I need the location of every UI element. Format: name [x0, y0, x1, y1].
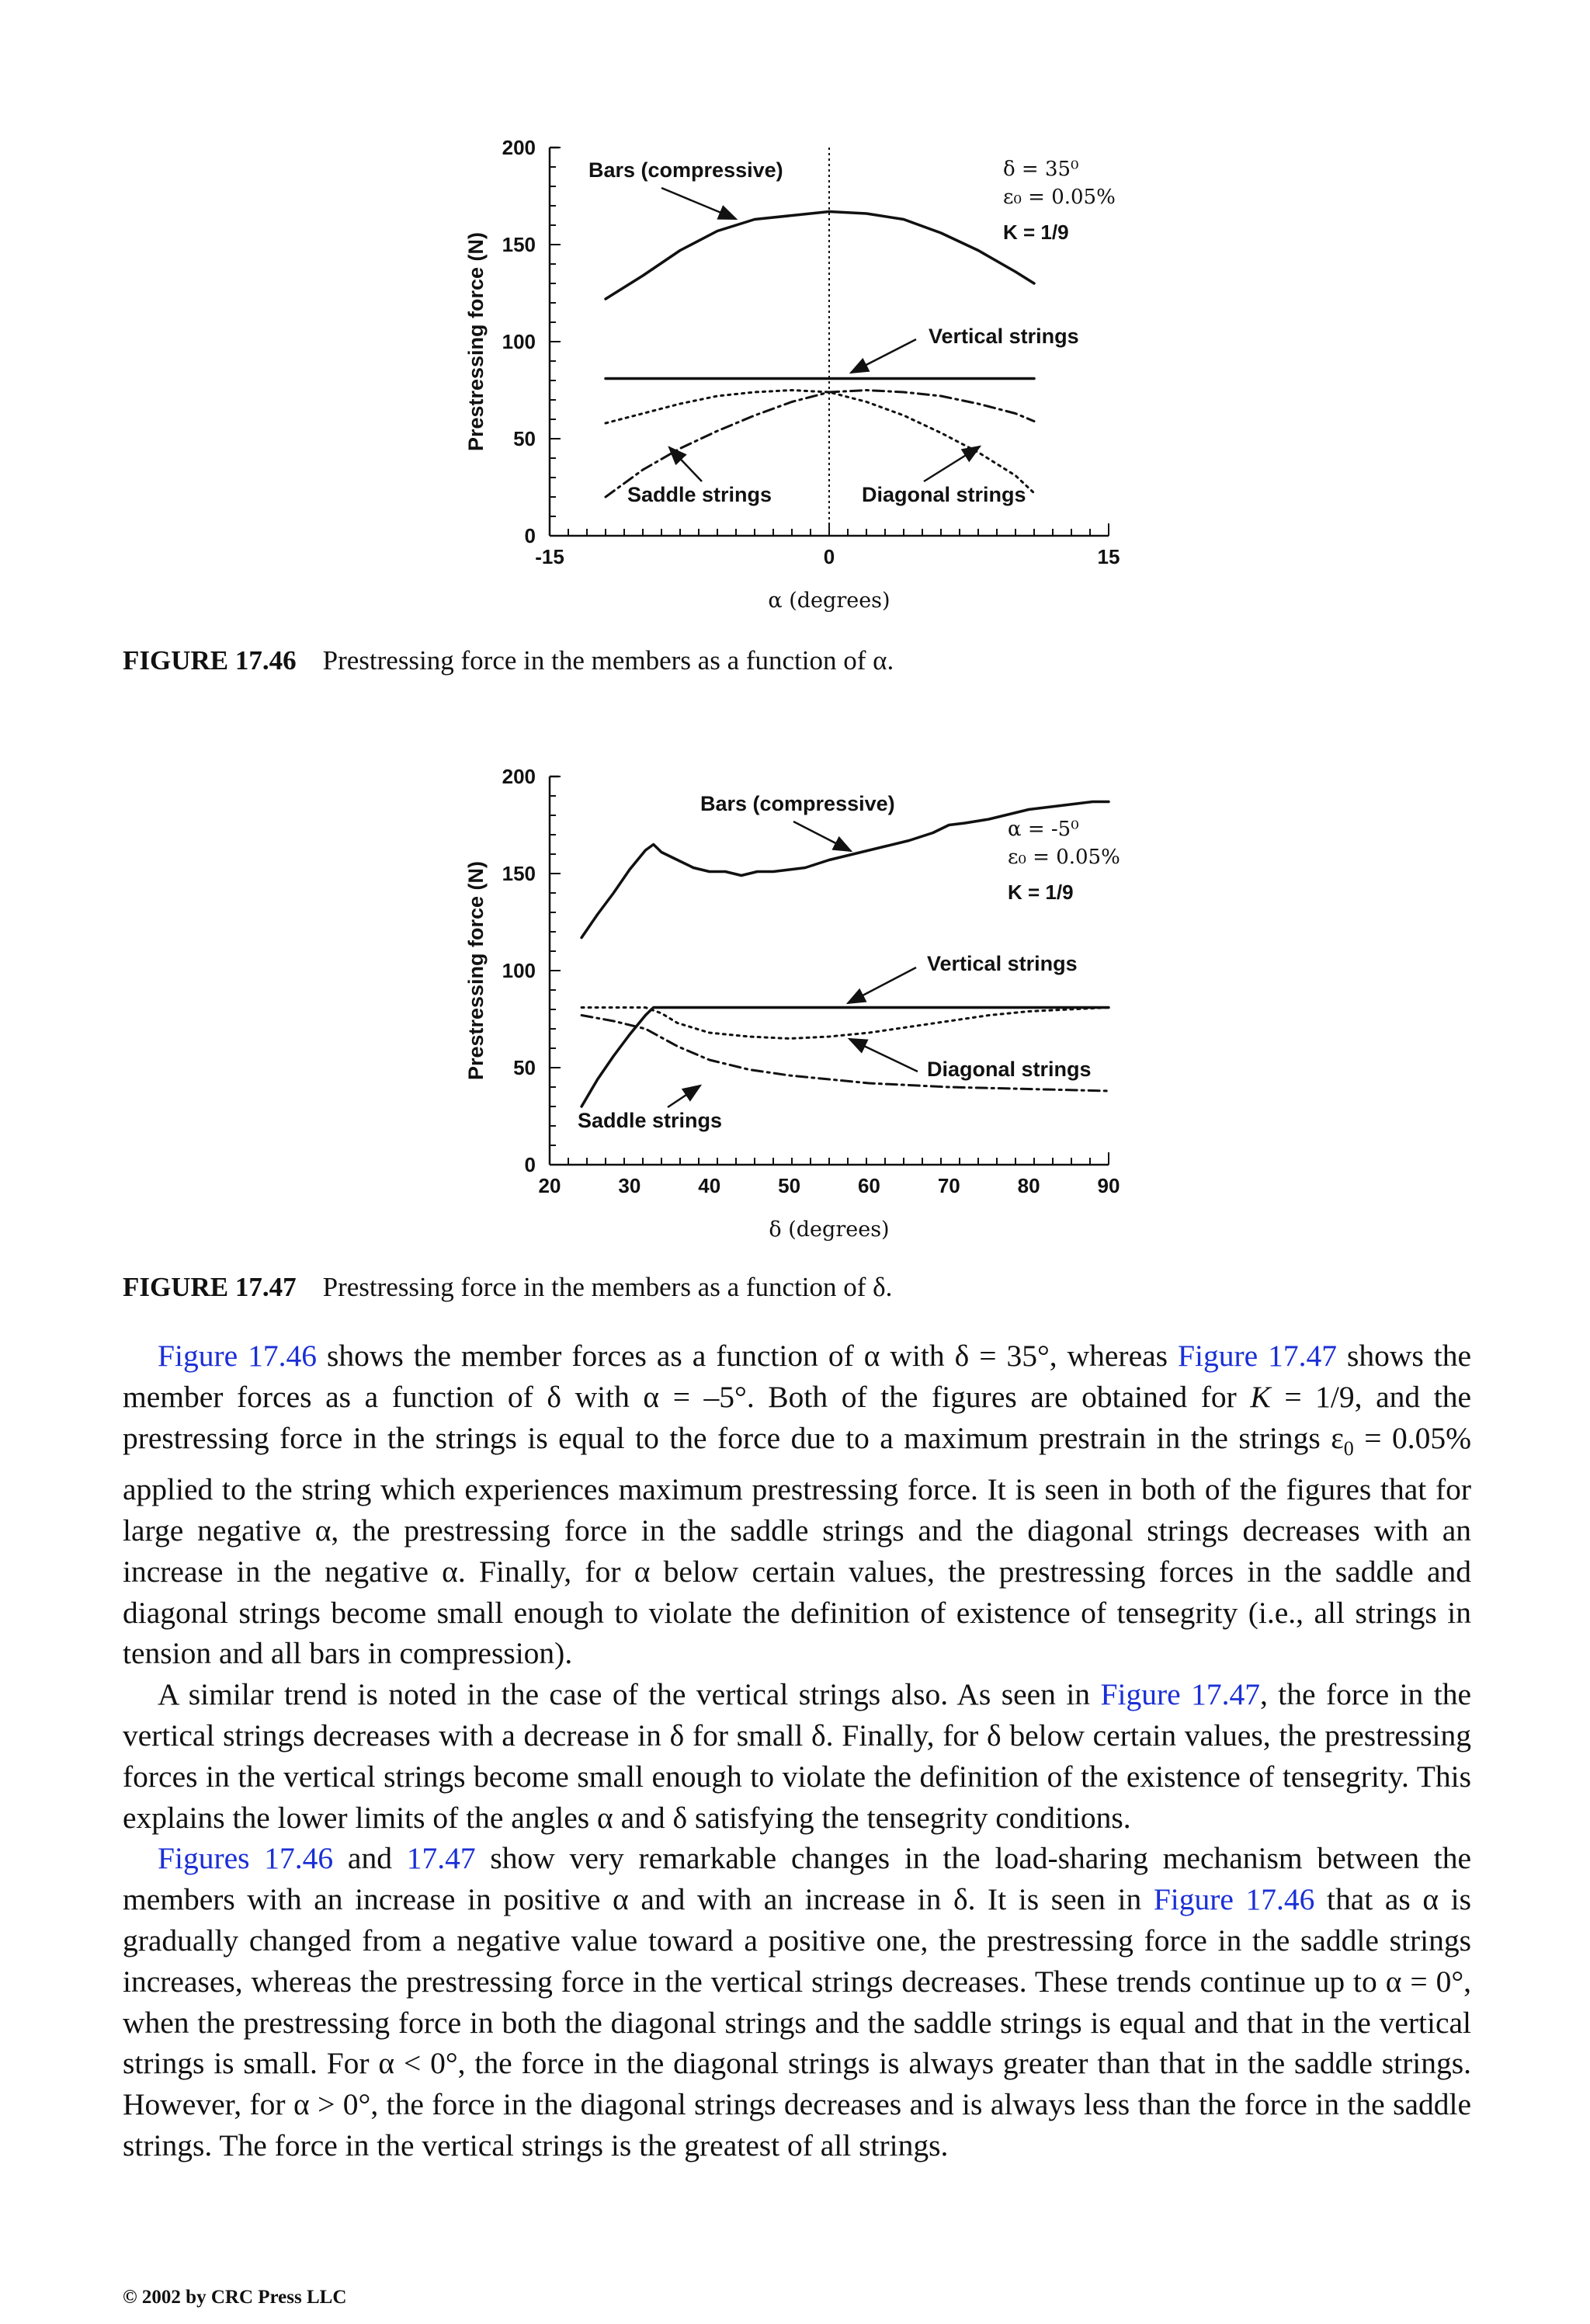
figure-link[interactable]: Figure 17.47 [1178, 1339, 1337, 1373]
x-axis [539, 1152, 1120, 1197]
param-delta: δ = 35⁰ [1003, 158, 1079, 181]
figure-link[interactable]: Figure 17.46 [1153, 1882, 1315, 1917]
x-tick-label: -15 [535, 545, 564, 568]
parameter-legend [1003, 158, 1116, 244]
arrow-vertical-strings [848, 967, 916, 1003]
annotation-bars: Bars (compressive) [700, 792, 895, 815]
figure-17-46-chart [0, 116, 1590, 629]
text-run: = 0.05% applied to the string which experiences maximum prestressing force. It is seen in both of the figures that for large negative α, the prestressing force in the saddle strings and the diagonal strings decreases with an increase in the negative α. Finally, for α below certain values, the prestressing forces in the saddle and diagonal strings become small enough to violate the definition of existence of tensegrity (i.e., all strings in tension and all bars in compression). [123, 1420, 1471, 1671]
text-run: , the force in the vertical strings decreases with a decrease in δ for small δ. Finally, for δ below certain values, the prestressing forces in the vertical strings become small enough to violate the definition of the existence of tensegrity. This explains the lower limits of the angles α and δ satisfying the tensegrity conditions. [123, 1677, 1471, 1835]
y-tick-label: 100 [502, 330, 536, 353]
parameter-legend [1008, 818, 1120, 904]
arrow-bars [661, 188, 736, 219]
x-axis-label: δ (degrees) [769, 1218, 890, 1242]
param-epsilon: ε₀ = 0.05% [1008, 846, 1120, 869]
param-epsilon: ε₀ = 0.05% [1003, 186, 1116, 209]
series-line-diagonal-strings [581, 1008, 1109, 1039]
paragraph-2 [123, 1674, 1471, 1838]
arrow-saddle-strings [669, 447, 702, 481]
x-tick-label: 0 [823, 545, 835, 568]
annotation-vertical-strings: Vertical strings [929, 325, 1079, 348]
annotation-diagonal-strings: Diagonal strings [862, 483, 1026, 506]
caption-number: FIGURE 17.47 [123, 1272, 297, 1302]
arrow-diagonal-strings [924, 446, 980, 481]
y-tick-label: 200 [502, 765, 536, 788]
series-line-saddle-strings [606, 391, 1034, 498]
param-k: K = 1/9 [1003, 221, 1069, 244]
paragraph-1 [123, 1336, 1471, 1674]
y-tick-label: 150 [502, 233, 536, 256]
subscript: 0 [1343, 1436, 1354, 1460]
paragraph-3 [123, 1838, 1471, 2166]
text-run: and [333, 1841, 407, 1876]
series-line-bars-compressive [606, 212, 1034, 300]
figure-17-47-caption [123, 1270, 892, 1304]
text-run: = 1/9, and the prestressing force in the strings is equal to the force due to a maximum prestrain in the strings ε [123, 1379, 1471, 1455]
text-run: show very remarkable changes in the load-sharing mechanism between the members with an increase in positive α and with an increase in δ. It is seen in [123, 1841, 1471, 1917]
body-text [123, 1336, 1471, 2166]
y-axis-label: Prestressing force (N) [464, 860, 488, 1081]
figure-link[interactable]: 17.47 [406, 1841, 476, 1876]
figure-link[interactable]: Figure 17.46 [158, 1339, 317, 1373]
param-k: K = 1/9 [1008, 881, 1074, 904]
figure-link[interactable]: Figure 17.47 [1100, 1677, 1260, 1712]
copyright-footer: © 2002 by CRC Press LLC [123, 2287, 347, 2308]
figure-link[interactable]: Figures 17.46 [158, 1841, 334, 1876]
y-tick-label: 50 [513, 1056, 536, 1079]
italic-k: K [1250, 1379, 1271, 1414]
caption-number: FIGURE 17.46 [123, 645, 297, 676]
caption-text: Prestressing force in the members as a function of δ. [322, 1272, 893, 1302]
x-tick-label: 70 [937, 1174, 960, 1197]
x-tick-label: 90 [1097, 1174, 1120, 1197]
y-axis [502, 765, 561, 1176]
text-run: shows the member forces as a function of α with δ = 35°, whereas [316, 1339, 1178, 1373]
x-tick-label: 80 [1017, 1174, 1040, 1197]
param-alpha: α = -5⁰ [1008, 818, 1079, 841]
annotation-saddle-strings: Saddle strings [627, 483, 772, 506]
x-tick-label: 15 [1097, 545, 1120, 568]
arrow-diagonal-strings [849, 1039, 918, 1072]
annotation-diagonal-strings: Diagonal strings [927, 1058, 1092, 1081]
arrow-saddle-strings [668, 1086, 700, 1107]
x-axis-label: α (degrees) [768, 589, 890, 613]
annotation-bars: Bars (compressive) [588, 158, 783, 182]
x-tick-label: 40 [698, 1174, 721, 1197]
x-axis [535, 523, 1120, 568]
arrow-bars [793, 822, 851, 851]
text-run: A similar trend is noted in the case of the vertical strings also. As seen in [158, 1677, 1101, 1712]
figure-17-46-caption [123, 644, 894, 678]
y-axis-label: Prestressing force (N) [464, 231, 488, 452]
text-run: that as α is gradually changed from a negative value toward a positive one, the prestressing force in the saddle strings increases, whereas the prestressing force in the vertical strings decreases. These trends continue up to α = 0°, when the prestressing force in both the diagonal strings and the saddle strings is equal and that in the vertical strings is small. For α < 0°, the force in the diagonal strings is always greater than that in the saddle strings. However, for α > 0°, the force in the diagonal strings decreases and is always less than the force in the saddle strings. The force in the vertical strings is the greatest of all strings. [123, 1882, 1471, 2163]
figure-17-47-chart [0, 745, 1590, 1258]
x-tick-label: 50 [778, 1174, 801, 1197]
annotation-vertical-strings: Vertical strings [927, 952, 1078, 975]
x-tick-label: 20 [538, 1174, 561, 1197]
caption-text: Prestressing force in the members as a function of α. [322, 645, 894, 676]
y-tick-label: 150 [502, 862, 536, 885]
series-line-diagonal-strings [606, 391, 1034, 494]
arrow-vertical-strings [851, 339, 916, 373]
y-axis [502, 136, 561, 547]
y-tick-label: 100 [502, 959, 536, 982]
y-tick-label: 0 [524, 1153, 536, 1176]
text-run: shows the member forces as a function of δ with α = –5°. Both of the figures are obtained for [123, 1339, 1471, 1414]
x-tick-label: 30 [618, 1174, 641, 1197]
annotation-saddle-strings: Saddle strings [578, 1109, 723, 1132]
y-tick-label: 0 [524, 524, 536, 547]
x-tick-label: 60 [857, 1174, 880, 1197]
y-tick-label: 200 [502, 136, 536, 159]
y-tick-label: 50 [513, 427, 536, 450]
